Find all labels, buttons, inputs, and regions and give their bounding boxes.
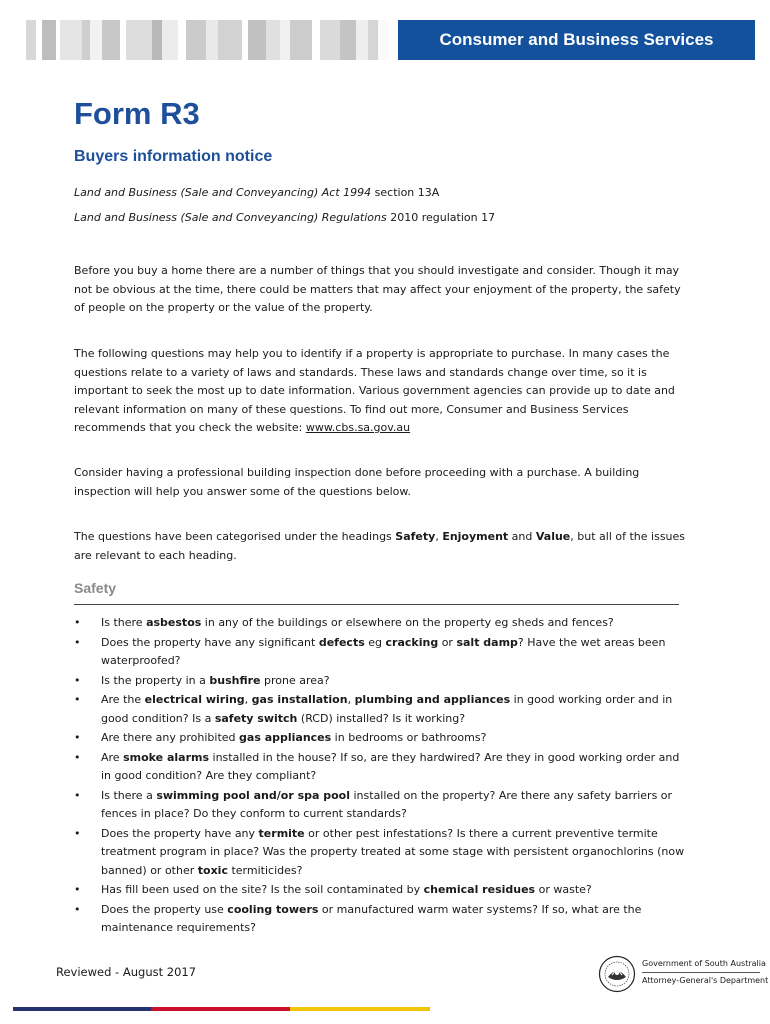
government-logo (598, 955, 769, 995)
form-subtitle: Buyers information notice (74, 148, 273, 165)
list-item: • Does the property use cooling towers or manufactured warm water systems? If so, what are the maintenance requirements? (74, 901, 690, 938)
reviewed-date: Reviewed - August 2017 (56, 965, 197, 979)
list-item: • Has fill been used on the site? Is the soil contaminated by chemical residues or waste? (74, 881, 690, 900)
section-divider (74, 604, 679, 605)
list-item: • Is there asbestos in any of the buildings or elsewhere on the property eg sheds and fences? (74, 614, 690, 633)
intro-paragraph-4: The questions have been categorised under the headings Safety, Enjoyment and Value, but all of the issues are relevant to each heading. (74, 530, 686, 562)
regulation-reference: Land and Business (Sale and Conveyancing) Regulations 2010 regulation 17 (74, 211, 496, 224)
intro-paragraph-1: Before you buy a home there are a number of things that you should investigate and consider. Though it may not be obvious at the time, there could be matters that may affect your enjoyment of the property, the safety of people on the property or the value of the property. (74, 264, 681, 314)
safety-heading: Safety (74, 580, 117, 596)
list-item: • Does the property have any termite or other pest infestations? Is there a current preventive termite treatment program in place? Was the property treated at some stage with persistent organochlorins (now banned) or other toxic termiticides? (74, 825, 690, 881)
attorney-general-label: Attorney-General's Department (642, 976, 769, 985)
gov-sa-label: Government of South Australia (642, 959, 766, 968)
intro-paragraph-2: The following questions may help you to identify if a property is appropriate to purchase. In many cases the questions relate to a variety of laws and standards. These laws and standards change over time, so it is important to seek the most up to date information. Various government agencies can provide up to date and relevant information on many of these questions. To find out more, Consumer and Business Services recommends that you check the website: www.cbs.sa.gov.au (74, 347, 675, 434)
decorative-stripes (26, 20, 398, 60)
form-title: Form R3 (74, 96, 200, 131)
bottom-color-strip (13, 1007, 430, 1011)
south-australia-seal-icon (598, 955, 636, 993)
intro-paragraph-3: Consider having a professional building inspection done before proceeding with a purchase. A building inspection will help you answer some of the questions below. (74, 466, 640, 498)
header-band (26, 20, 755, 60)
list-item: • Is the property in a bushfire prone area? (74, 672, 690, 691)
brand-bar: Consumer and Business Services (398, 20, 755, 60)
list-item: • Is there a swimming pool and/or spa pool installed on the property? Are there any safety barriers or fences in place? Do they conform to current standards? (74, 787, 690, 824)
safety-question-list (74, 614, 690, 939)
list-item: • Does the property have any significant defects eg cracking or salt damp? Have the wet areas been waterproofed? (74, 634, 690, 671)
list-item: • Are there any prohibited gas appliances in bedrooms or bathrooms? (74, 729, 690, 748)
act-reference: Land and Business (Sale and Conveyancing) Act 1994 section 13A (74, 186, 440, 199)
logo-divider (642, 972, 760, 973)
list-item: • Are smoke alarms installed in the house? If so, are they hardwired? Are they in good working order and in good condition? Are they compliant? (74, 749, 690, 786)
cbs-website-link[interactable]: www.cbs.sa.gov.au (305, 421, 411, 434)
list-item: • Are the electrical wiring, gas installation, plumbing and appliances in good working order and in good condition? Is a safety switch (RCD) installed? Is it working? (74, 691, 690, 728)
